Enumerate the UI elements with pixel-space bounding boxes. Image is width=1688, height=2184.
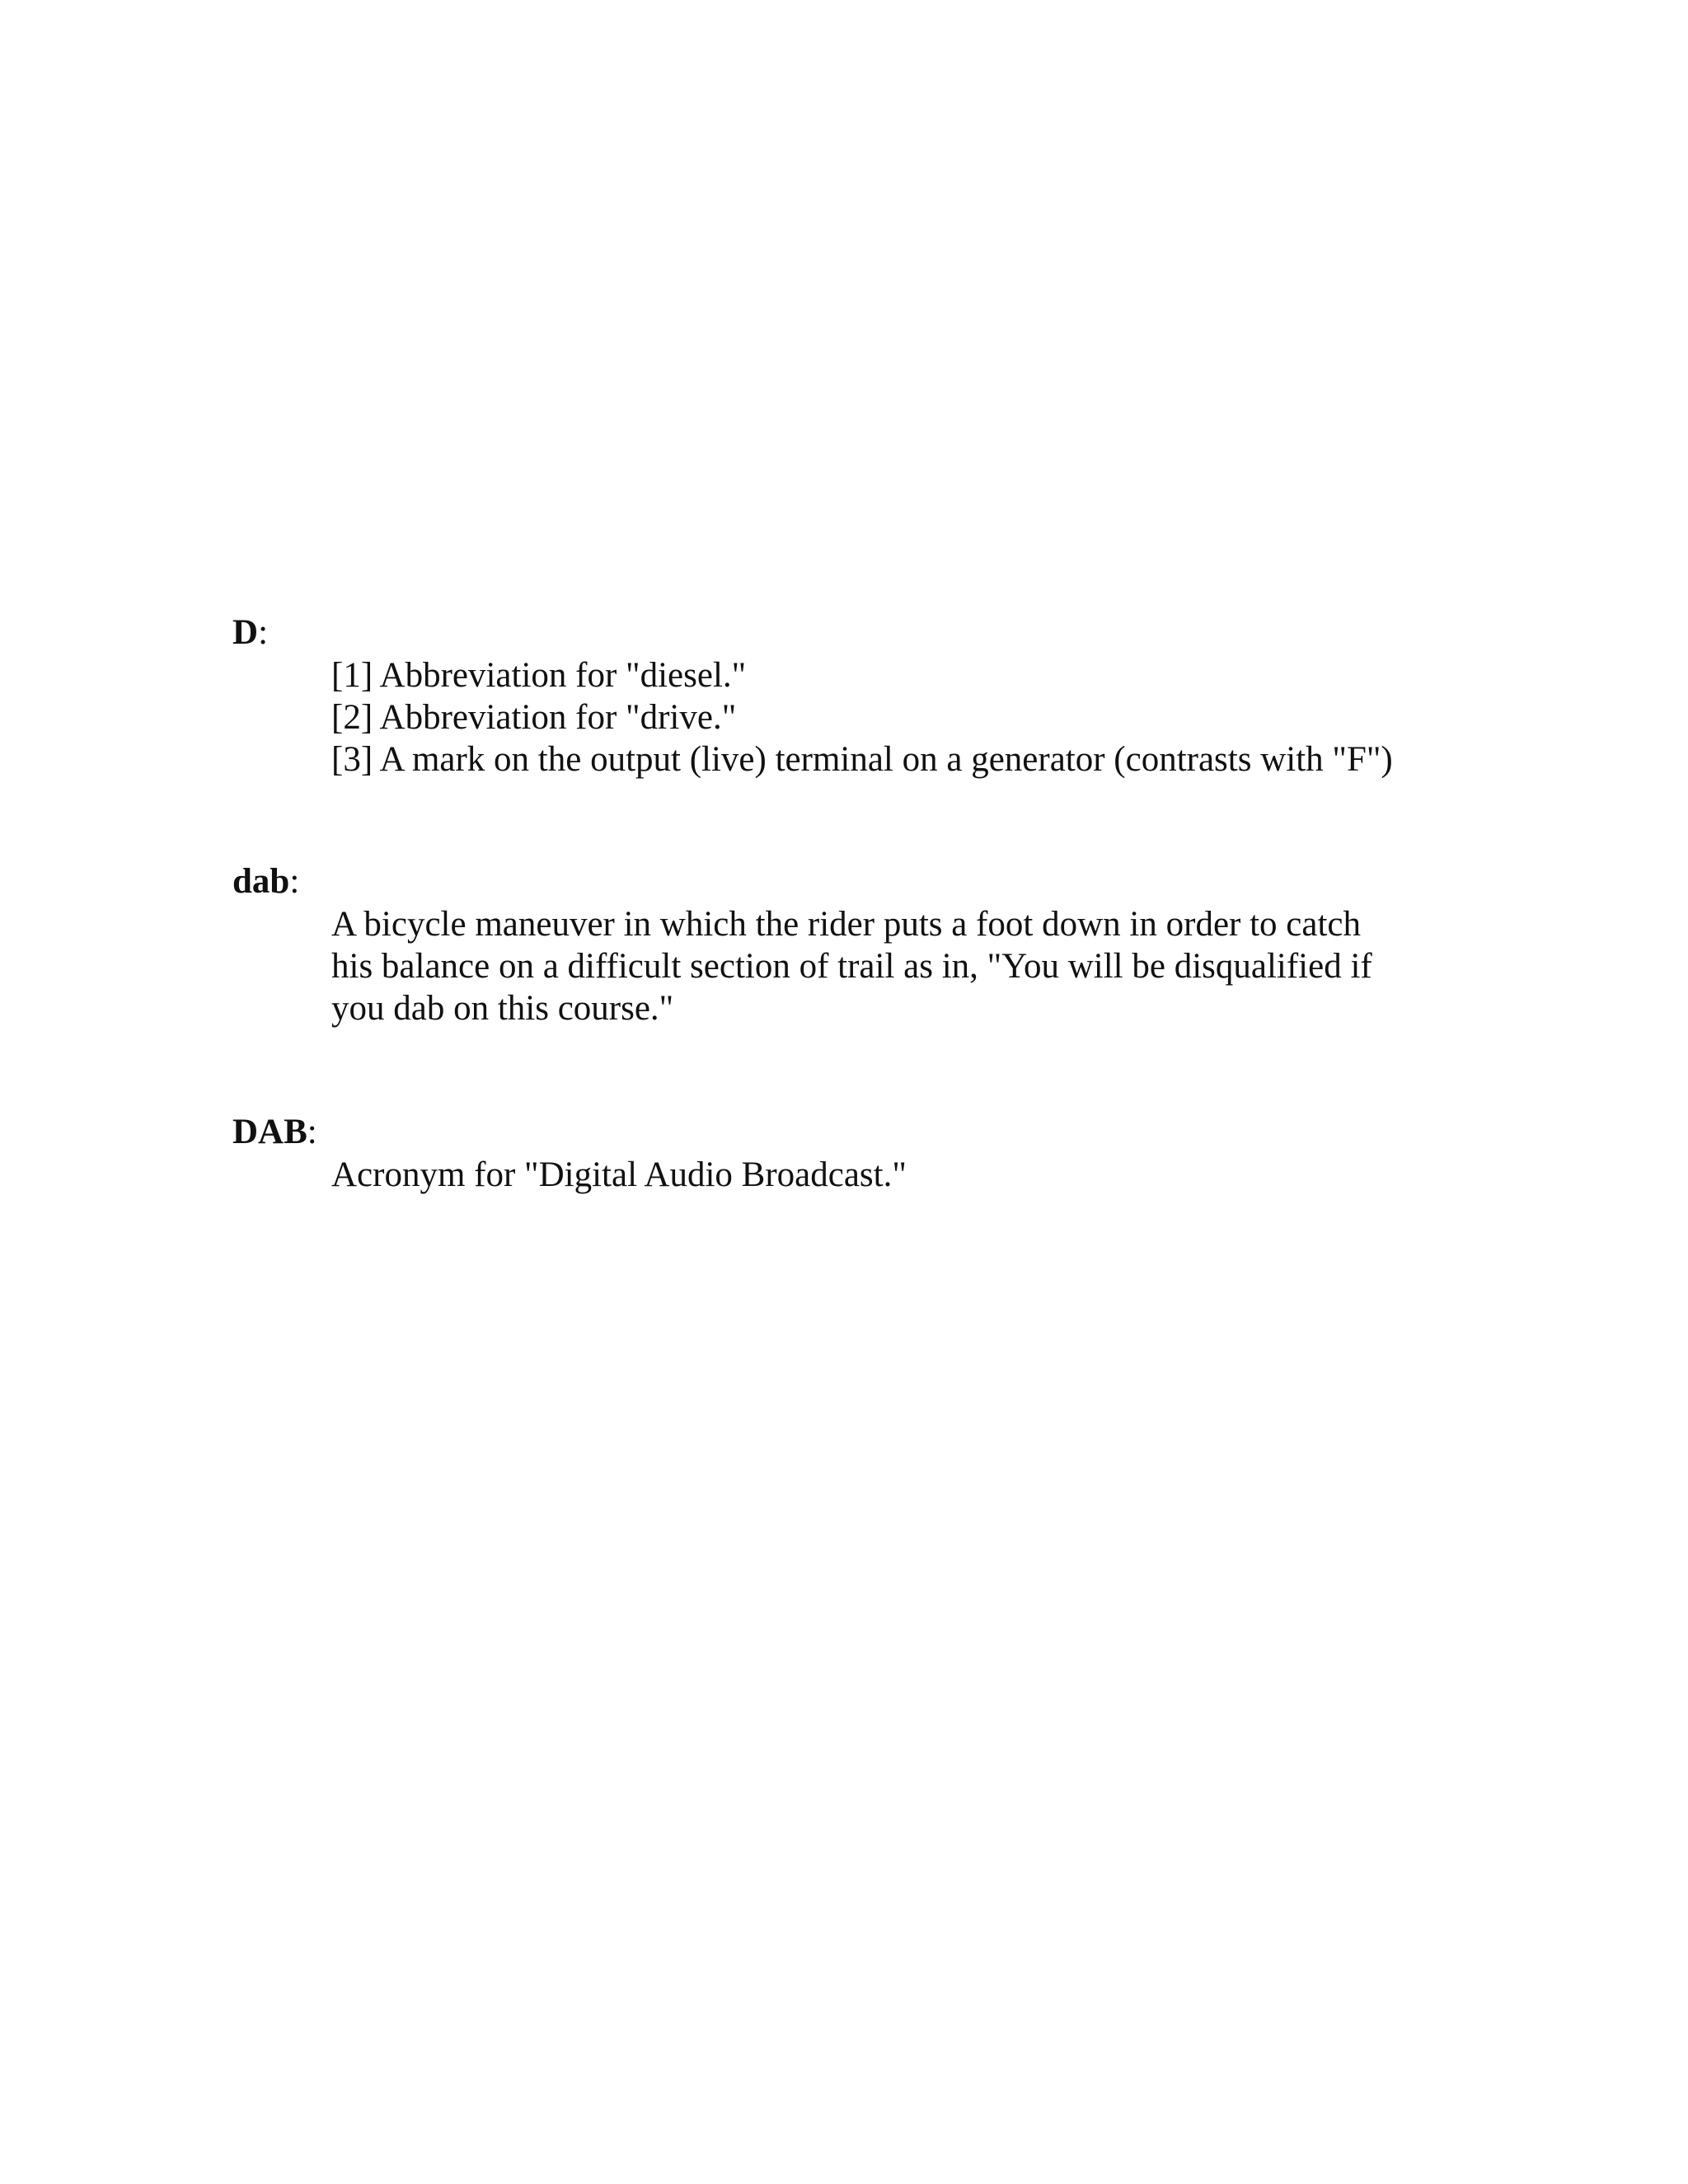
term: D bbox=[232, 613, 259, 652]
definition-line: you dab on this course." bbox=[331, 989, 674, 1028]
glossary-entry-dab bbox=[232, 860, 1469, 1029]
term-line bbox=[232, 612, 1469, 654]
term: DAB bbox=[232, 1113, 307, 1151]
definition-line: his balance on a difficult section of trail as in, "You will be disqualified if bbox=[331, 947, 1372, 986]
glossary-entry-d bbox=[232, 612, 1469, 780]
term-line bbox=[232, 860, 1469, 903]
term-separator: : bbox=[258, 613, 269, 652]
term-line bbox=[232, 1111, 1469, 1154]
glossary-entry-dab-acronym bbox=[232, 1111, 1469, 1196]
definition-block bbox=[331, 654, 1469, 780]
definition-line: [1] Abbreviation for "diesel." bbox=[331, 656, 747, 695]
term-separator: : bbox=[289, 862, 300, 901]
definition-block bbox=[331, 1154, 1469, 1196]
term: dab bbox=[232, 862, 290, 901]
definition-line: A bicycle maneuver in which the rider puts a foot down in order to catch bbox=[331, 905, 1361, 944]
definition-line: [3] A mark on the output (live) terminal on a generator (contrasts with "F") bbox=[331, 740, 1393, 779]
term-separator: : bbox=[307, 1113, 317, 1151]
definition-line: Acronym for "Digital Audio Broadcast." bbox=[331, 1155, 907, 1194]
definition-line: [2] Abbreviation for "drive." bbox=[331, 698, 737, 737]
definition-block bbox=[331, 903, 1469, 1029]
